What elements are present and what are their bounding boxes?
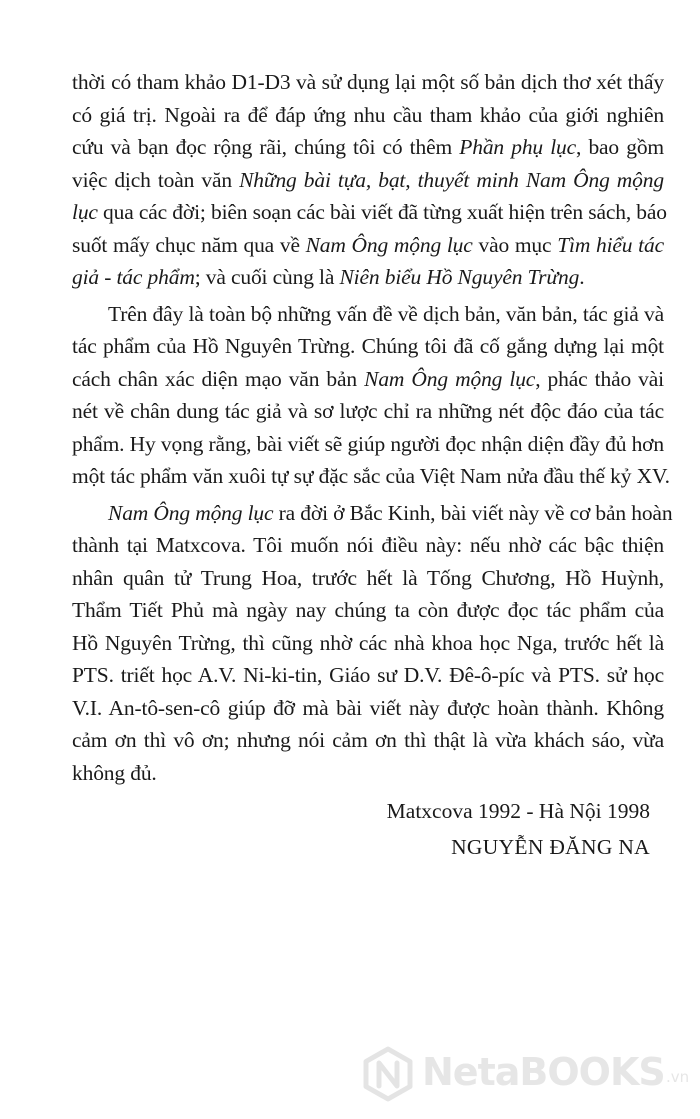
watermark-brand: NetaBOOKS bbox=[422, 1050, 665, 1094]
italic-title: Nam Ông mộng lục bbox=[305, 232, 473, 257]
text-run: thời có tham khảo D1-D3 và sử dụng lại một số bản dịch thơ xét thấy bbox=[72, 70, 664, 94]
paragraph bbox=[72, 66, 667, 294]
text-line bbox=[72, 692, 664, 725]
text-line bbox=[72, 395, 664, 428]
text-run: có giá trị. Ngoài ra để đáp ứng nhu cầu tham khảo của giới nghiên bbox=[72, 102, 664, 127]
text-run: việc dịch toàn văn bbox=[72, 167, 240, 192]
text-line bbox=[72, 229, 664, 262]
text-run: ; và cuối cùng là bbox=[194, 265, 340, 289]
italic-title: Những bài tựa, bạt, thuyết minh Nam Ông mộng bbox=[239, 167, 664, 192]
text-line bbox=[72, 330, 664, 363]
text-run: cách chân xác diện mạo văn bản bbox=[72, 366, 365, 391]
body-text bbox=[72, 66, 673, 789]
italic-title: Niên biểu Hồ Nguyên Trừng bbox=[339, 265, 580, 289]
text-run: . bbox=[579, 265, 585, 289]
text-line bbox=[72, 497, 673, 530]
text-run: thành tại Matxcova. Tôi muốn nói điều này: nếu nhờ các bậc thiện bbox=[72, 533, 664, 557]
text-run: cảm ơn thì vô ơn; nhưng nói cảm ơn thì thật là vừa khách sáo, vừa bbox=[72, 728, 664, 752]
text-line bbox=[72, 164, 664, 197]
text-line bbox=[72, 66, 664, 99]
text-run: , bao gồm bbox=[576, 135, 664, 159]
italic-title: Phần phụ lục bbox=[459, 135, 577, 159]
paragraph bbox=[72, 497, 673, 790]
text-run: cứu và bạn đọc rộng rãi, chúng tôi có thêm bbox=[72, 135, 460, 159]
text-line bbox=[72, 594, 664, 627]
n-hexagon-logo-icon bbox=[360, 1046, 416, 1102]
text-run: ra đời ở Bắc Kinh, bài viết này về cơ bản hoàn bbox=[273, 500, 673, 525]
text-line bbox=[72, 659, 664, 692]
signoff-place-date: Matxcova 1992 - Hà Nội 1998 bbox=[386, 799, 650, 823]
signoff-author: NGUYỄN ĐĂNG NA bbox=[451, 834, 650, 859]
text-line bbox=[72, 363, 664, 396]
text-run: một tác phẩm văn xuôi tự sự đặc sắc của Việt Nam nửa đầu thế kỷ XV. bbox=[72, 464, 670, 488]
text-run: nét về chân dung tác giả và sơ lược chỉ ra những nét độc đáo của tác bbox=[72, 399, 664, 423]
text-run: nhân quân tử Trung Hoa, trước hết là Tống Chương, Hồ Huỳnh, bbox=[72, 565, 664, 590]
italic-title: Nam Ông mộng lục bbox=[108, 500, 274, 525]
text-run: không đủ. bbox=[72, 760, 157, 785]
italic-title: lục bbox=[72, 200, 98, 224]
italic-title: Nam Ông mộng lục bbox=[364, 366, 536, 391]
document-page bbox=[72, 66, 673, 863]
italic-title: Tìm hiểu tác bbox=[557, 232, 664, 257]
watermark bbox=[360, 1042, 695, 1104]
text-run: suốt mấy chục năm qua về bbox=[72, 232, 306, 257]
text-line bbox=[72, 529, 664, 562]
text-line bbox=[72, 460, 670, 493]
text-line bbox=[72, 428, 664, 461]
text-line bbox=[72, 562, 664, 595]
text-run: vào mục bbox=[472, 232, 558, 257]
text-run: , phác thảo vài bbox=[535, 366, 664, 391]
text-line bbox=[72, 261, 664, 294]
text-line bbox=[72, 196, 667, 229]
text-run: Hồ Nguyên Trừng, thì cũng nhờ các nhà khoa học Nga, trước hết là bbox=[72, 630, 664, 655]
text-line bbox=[72, 757, 664, 790]
text-run: Thẩm Tiết Phủ mà ngày nay chúng ta còn được đọc tác phẩm của bbox=[72, 598, 664, 622]
text-run: Trên đây là toàn bộ những vấn đề về dịch bản, văn bản, tác giả và bbox=[108, 301, 664, 326]
text-run: tác phẩm của Hồ Nguyên Trừng. Chúng tôi đã cố gắng dựng lại một bbox=[72, 334, 664, 358]
text-run: phẩm. Hy vọng rằng, bài viết sẽ giúp người đọc nhận diện đầy đủ hơn bbox=[72, 431, 664, 456]
text-line bbox=[72, 627, 664, 660]
text-line bbox=[72, 99, 664, 132]
italic-title: giả - tác phẩm bbox=[72, 265, 195, 289]
paragraph bbox=[72, 298, 670, 493]
text-run: V.I. An-tô-sen-cô giúp đỡ mà bài viết này được hoàn thành. Không bbox=[72, 695, 664, 720]
text-run: PTS. triết học A.V. Ni-ki-tin, Giáo sư D.V. Đê-ô-píc và PTS. sử học bbox=[72, 663, 664, 687]
text-line bbox=[72, 724, 664, 757]
text-run: qua các đời; biên soạn các bài viết đã từng xuất hiện trên sách, báo bbox=[97, 200, 667, 224]
text-line bbox=[72, 131, 664, 164]
text-line bbox=[72, 298, 664, 331]
watermark-suffix: .vn bbox=[666, 1068, 690, 1086]
